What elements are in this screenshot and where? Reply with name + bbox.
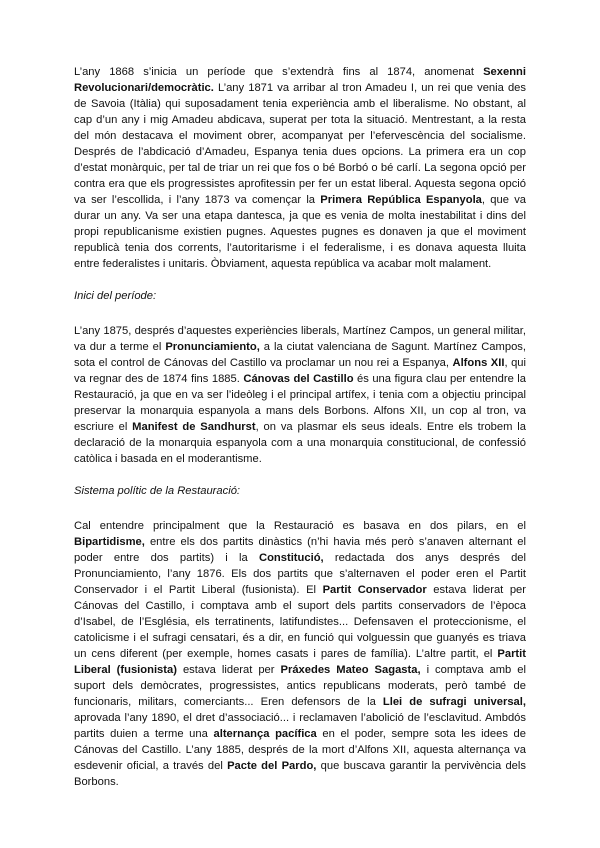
- term-bipartidisme: Bipartidisme,: [74, 536, 145, 548]
- term-partit-conservador: Partit Conservador: [322, 584, 427, 596]
- term-constitucio: Constitució,: [259, 552, 324, 564]
- text-segment: L’any 1875, després d’aquestes experiències liberals, Martínez Campos, un general militar, va dur a terme el: [74, 325, 526, 353]
- term-llei-sufragi-universal: Llei de sufragi universal,: [382, 696, 526, 708]
- document-page: [74, 64, 526, 790]
- term-pronunciamiento: Pronunciamiento,: [165, 341, 260, 353]
- text-segment: , que va durar un any. Va ser una etapa dantesca, ja que es venia de molta inestabilitat i dins del propi republicanisme existien pugnes. Aquestes pugnes es donaven ja que el moviment republicà tenia dos corrents, l’autoritarisme i el federalisme, i es donava aquesta lluita entre federalistes i unitaris. Òbviament, aquesta república va acabar molt malament.: [74, 194, 527, 270]
- text-segment: aprovada l’any 1890, el dret d’associació... i reclamaven l’abolició de l’esclavitud. Ambdós partits duien a terme una: [74, 712, 526, 740]
- term-sexenni-revolucionari: Sexenni Revolucionari/democràtic.: [74, 66, 526, 94]
- text-segment: Cal entendre principalment que la Restauració es basava en dos pilars, en el: [74, 520, 526, 532]
- text-segment: redactada dos anys després del Pronunciamiento, l’any 1876. Els dos partits que s’alternaven el poder eren el Partit Conservador i el Partit Liberal (fusionista). El: [74, 552, 527, 596]
- term-pacte-del-pardo: Pacte del Pardo,: [227, 760, 317, 772]
- term-praxedes-sagasta: Práxedes Mateo Sagasta,: [280, 664, 421, 676]
- term-manifest-sandhurst: Manifest de Sandhurst: [132, 421, 256, 433]
- text-segment: i comptava amb el suport dels demòcrates, progressistes, antics republicans moderats, però també de funcionaris, militars, comerciants... Eren defensors de la: [74, 664, 526, 708]
- text-segment: , on va plasmar els seus ideals. Entre els trobem la declaració de la monarquia espanyola com a una monarquia constitucional, de confessió catòlica i basada en el moderantisme.: [74, 421, 526, 465]
- term-primera-republica: Primera República Espanyola: [320, 194, 482, 206]
- text-segment: a la ciutat valenciana de Sagunt. Martínez Campos, sota el control de Cánovas del Castillo va proclamar un nou rei a Espanya,: [74, 341, 526, 369]
- text-segment: estava liderat per: [176, 664, 281, 676]
- text-segment: estava liderat per Cánovas del Castillo, i comptava amb el suport dels partits conservadors de l’època d’Isabel, de l’Església, els terratinents, latifundistes... Defensaven el proteccionisme, el catolicisme i el sufragi censatari, és a dir, en funció qui volguessin que guanyés es triava un cens diferent (per exemple, homes casats i pares de família). L’altre partit, el: [74, 584, 527, 660]
- term-alternanca-pacifica: alternança pacífica: [213, 728, 317, 740]
- term-canovas-del-castillo: Cánovas del Castillo: [243, 373, 354, 385]
- term-partit-liberal: Partit Liberal (fusionista): [74, 648, 526, 676]
- text-segment: és una figura clau per entendre la Restauració, ja que en va ser l’ideòleg i el principal artífex, i tenia com a objectiu principal preservar la monarquia espanyola a mans dels Borbons. Alfons XII, un cop al tron, va escriure el: [74, 373, 526, 433]
- text-segment: en el poder, sempre sota les idees de Cánovas del Castillo. L’any 1885, després de la mort d’Alfons XII, aquesta alternança va esdevenir oficial, a través del: [74, 728, 526, 772]
- paragraph-inici: [74, 323, 526, 467]
- text-segment: que buscava garantir la pervivència dels Borbons.: [74, 760, 526, 788]
- text-segment: L’any 1868 s’inicia un període que s’extendrà fins al 1874, anomenat: [74, 66, 484, 78]
- text-segment: , qui va regnar des de 1874 fins 1885.: [74, 357, 526, 385]
- paragraph-sexenni: [74, 64, 526, 272]
- paragraph-sistema: [74, 518, 526, 790]
- subheading-sistema-politic: Sistema polític de la Restauració:: [74, 485, 241, 497]
- text-segment: L’any 1871 va arribar al tron Amadeu I, un rei que venia des de Savoia (Itàlia) qui suposadament tenia experiència amb el liberalisme. No obstant, al cap d’un any i mig Amadeu abdicava, superat per tota la situació. Mentrestant, a la resta del món destacava el moviment obrer, acompanyat per l’efervescència del socialisme. Després de l’abdicació d’Amadeu, Espanya tenia dues opcions. La primera era un cop d’estat monàrquic, per tal de triar un rei que fos o bé Borbó o bé carlí. La segona opció per contra era que els progressistes aprofitessin per fer un estat liberal. Aquesta segona opció va ser l’escollida, i l’any 1873 va començar la: [74, 82, 526, 206]
- subheading-inici-periode: Inici del període:: [74, 290, 157, 302]
- text-segment: entre els dos partits dinàstics (n’hi havia més però s’anaven alternant el poder entre dos partits) i la: [74, 536, 526, 564]
- term-alfons-xii: Alfons XII: [452, 357, 505, 369]
